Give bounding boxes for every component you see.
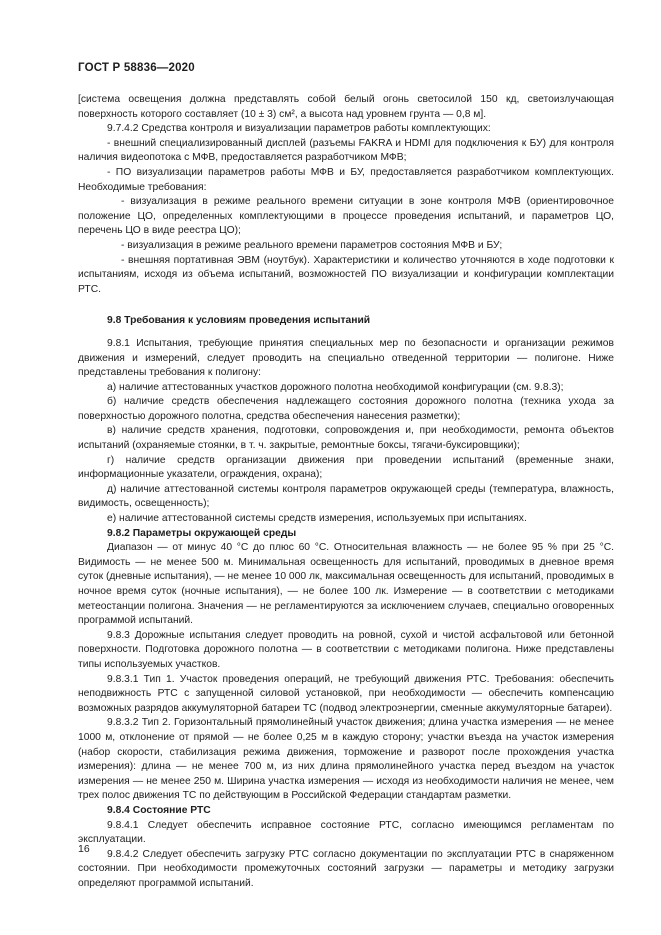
list-item: - визуализация в режиме реального времени параметров состояния МФВ и БУ;	[121, 239, 503, 251]
list-item: - внешний специализированный дисплей (разъемы FAKRA и HDMI для подключения к БУ) для контроля наличия видеопотока с МФВ, предоставляется разработчиком МФВ;	[78, 137, 614, 164]
list-item: б) наличие средств обеспечения надлежащего состояния дорожного полотна (техника ухода за поверхностью дорожного полотна, средства обеспечения нанесения разметки);	[78, 396, 614, 422]
page-number: 16	[78, 843, 90, 855]
paragraph: 9.8.1 Испытания, требующие принятия специальных мер по безопасности и организации режимов движения и измерений, следует проводить на специально отведенной территории — полигоне. Ниже представлены требования к полигону:	[78, 337, 614, 379]
list-item: - визуализация в режиме реального времени ситуации в зоне контроля МФВ (ориентировочное положение ЦО, определенных комплектующими в процессе проведения испытаний, и параметров ЦО, перечень ЦО в виде реестра ЦО);	[78, 196, 614, 237]
document-header: ГОСТ Р 58836—2020	[78, 62, 195, 74]
document-body	[78, 93, 614, 891]
paragraph: 9.7.4.2 Средства контроля и визуализации параметров работы комплектующих:	[107, 123, 491, 135]
list-item: е) наличие аттестованной системы средств измерения, используемых при испытаниях.	[107, 513, 527, 525]
list-item: г) наличие средств организации движения при проведении испытаний (временные знаки, информационные указатели, ограждения, охрана);	[78, 454, 614, 481]
paragraph: Диапазон — от минус 40 °С до плюс 60 °С. Относительная влажность — не более 95 % при 25 °С. Видимость — не менее 500 м. Минимальная освещенность для испытаний, проводимых в дневное время суток (дневные испытания), — не менее 10 000 лк, максимальная освещенность для испытаний, проводимых в ночное время суток (ночные испытания), — не более 100 лк. Измерение — в соответствии с методиками метеостанции полигона. Значения — не регламентируются за исключением случаев, специально оговоренных программой испытаний.	[78, 542, 614, 627]
paragraph: 9.8.4.2 Следует обеспечить загрузку РТС согласно документации по эксплуатации РТС в снаряженном состоянии. При необходимости промежуточных состояний загрузки — параметры и методику загрузки определяют программой испытаний.	[78, 848, 614, 889]
subsection-heading: 9.8.4 Состояние РТС	[107, 804, 211, 816]
list-item: - внешняя портативная ЭВМ (ноутбук). Характеристики и количество уточняются в ходе подготовки к испытаниям, исходя из объема испытаний, возможностей ПО визуализации и конфигурации комплектации РТС.	[78, 254, 614, 295]
list-item: д) наличие аттестованной системы контроля параметров окружающей среды (температура, влажность, видимость, освещенность);	[78, 483, 614, 510]
paragraph: 9.8.3 Дорожные испытания следует проводить на ровной, сухой и чистой асфальтовой или бетонной поверхности. Подготовка дорожного полотна — в соответствии с методиками полигона. Ниже представлены типы используемых участков.	[78, 629, 614, 670]
paragraph: 9.8.4.1 Следует обеспечить исправное состояние РТС, согласно имеющимся регламентам по эксплуатации.	[78, 819, 614, 846]
section-heading: 9.8 Требования к условиям проведения испытаний	[107, 315, 371, 327]
paragraph: 9.8.3.1 Тип 1. Участок проведения операций, не требующий движения РТС. Требования: обеспечить неподвижность РТС с запущенной силовой установкой, при необходимости — обеспечить компенсацию возможных разрядов аккумуляторной батареи ТС (подвод электроэнергии, сменные аккумуляторные батареи).	[78, 673, 614, 714]
paragraph: 9.8.3.2 Тип 2. Горизонтальный прямолинейный участок движения; длина участка измерения — не менее 1000 м, отклонение от прямой — не более 0,25 м в каждую сторону; участки въезда на участок измерения (набор скорости, стабилизация режима движения, торможение и разворот после прохождения участка измерения): длина — не менее 700 м, из них длина прямолинейного участка перед въездом на участок измерения — не менее 250 м. Ширина участка измерения — исходя из необходимости наличия не менее, чем трех полос движения ТС по действующим в Российской Федерации стандартам разметки.	[78, 717, 614, 802]
list-item: - ПО визуализации параметров работы МФВ и БУ, предоставляется разработчиком комплектующих. Необходимые требования:	[78, 166, 614, 193]
subsection-heading: 9.8.2 Параметры окружающей среды	[107, 527, 297, 539]
list-item: в) наличие средств хранения, подготовки, сопровождения и, при необходимости, ремонта объектов испытаний (охраняемые стоянки, в т. ч. закрытые, ремонтные боксы, тягачи-буксировщики);	[78, 425, 614, 452]
list-item: а) наличие аттестованных участков дорожного полотна необходимой конфигурации (см. 9.8.3);	[107, 381, 564, 393]
paragraph: [система освещения должна представлять собой белый огонь светосилой 150 кд, светоизлучающая поверхность которого составляет (10 ± 3) см², а высота над уровнем грунта — 0,8 м].	[78, 94, 614, 120]
